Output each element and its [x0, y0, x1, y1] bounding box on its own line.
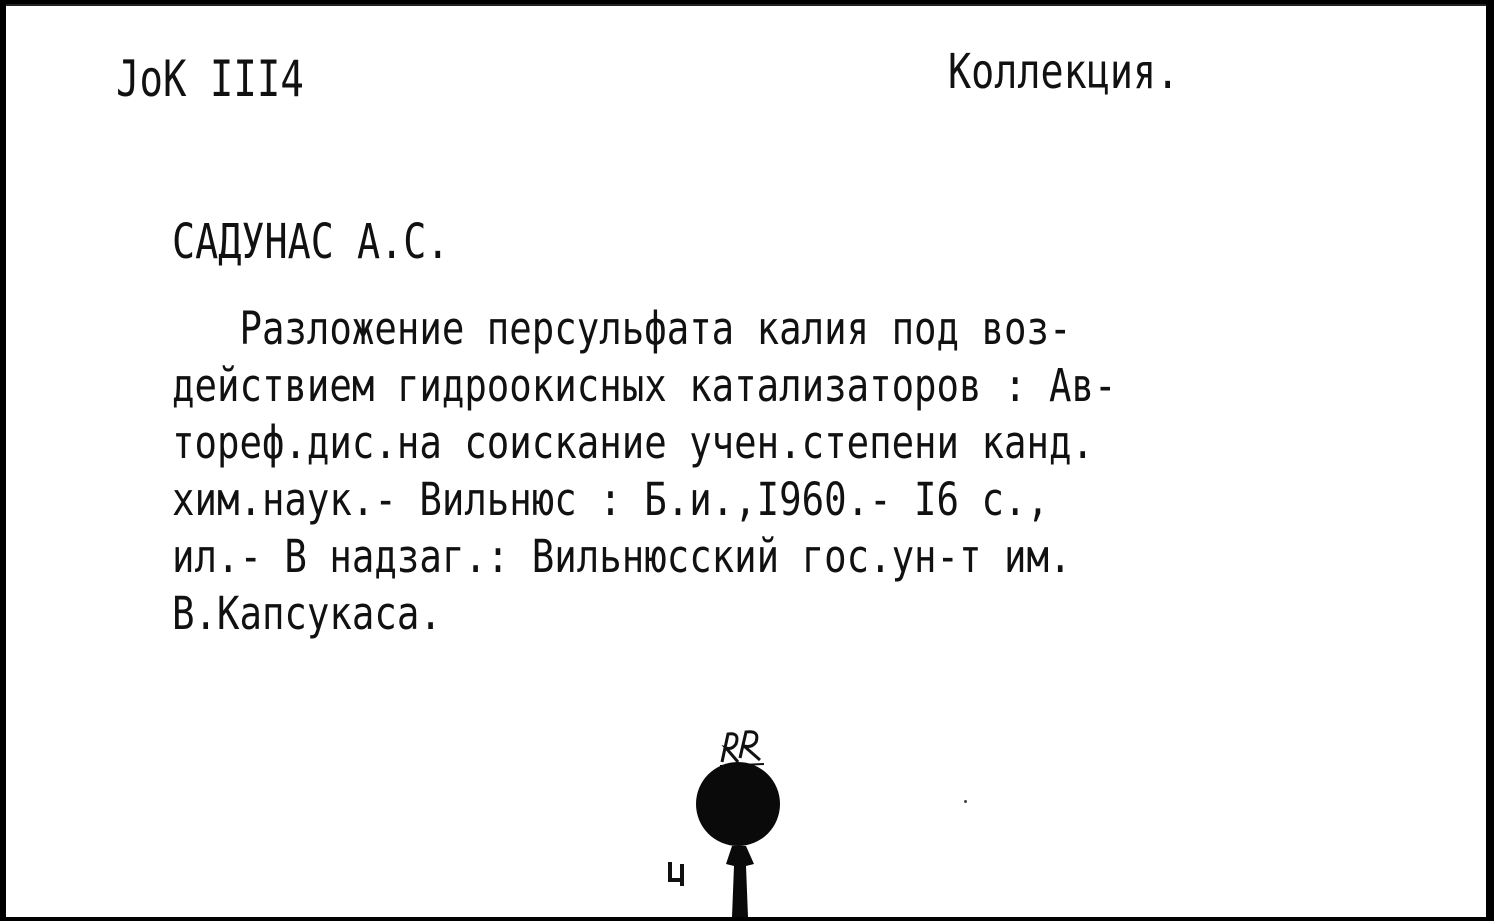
card-top-edge [6, 4, 1486, 6]
description-line: ил.- В надзаг.: Вильнюсский гос.ун-т им. [172, 530, 1072, 583]
description-line: Разложение персульфата калия под воз- [172, 302, 1072, 355]
collection-label: Коллекция. [948, 44, 1180, 100]
description-line: действием гидроокисных катализаторов : Ав- [172, 359, 1117, 412]
ink-stamp-seal-icon [662, 754, 792, 917]
description-line: тореф.дис.на соискание учен.степени канд. [172, 416, 1094, 469]
description-line: хим.наук.- Вильнюс : Б.и.,I960.- I6 с., [172, 473, 1049, 526]
bibliographic-description [172, 300, 1472, 642]
catalog-card [6, 4, 1486, 917]
author-heading: САДУНАС А.С. [172, 214, 450, 270]
description-line: В.Капсукаса. [172, 587, 442, 640]
paper-speck [964, 800, 967, 803]
shelf-mark: JoK III4 [116, 50, 304, 108]
